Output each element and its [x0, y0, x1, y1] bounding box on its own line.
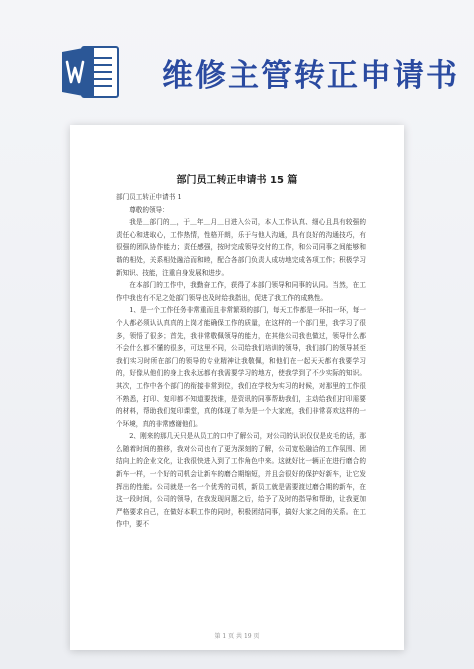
paragraph: 1、是一个工作任务非常重而且非常繁琐的部门，每天工作都是一环扣一环，每一个人都必须认认真真的上岗才能确保工作的质量，在这样的一个部门里，我学习了很多，领悟了很多；首先，我非常敬佩领导的能力，在其他公司我也做过，领导什么都不会什么都不懂的很多，可这里不同，公司给我们培训的领导，我们部门的领导甚至我们实习时所在部门的领导的专业精神让我敬佩，和他们在一起天天都有我要学习的，好像从他们的身上我永远都有我需要学习的地方，使我学到了不少实际的知识。其次，工作中各个部门的衔接非常到位，我们在学校为实习的时候，对那里的工作很不熟悉，打印、复印都不知道要找谁，是资讯的同事帮助我们，主动给我们打印需要的材料，帮助我们复印课堂，真的体现了单为是一个大家庭，我们非常喜欢这样的一个环境，真的非常感谢他们。: [116, 306, 366, 428]
paragraph: 2、刚来的那几天只是从员工的口中了解公司，对公司的认识仅仅是皮毛的话，那么随着时间的推移，我对公司也有了更为深刻的了解，公司宽松融洽的工作氛围、团结向上的企业文化，让我很快进入到了工作角色中来。这就好比一辆正在进行磨合的新车一样，一个好的司机会让新车的磨合期缩短，并且会很好的保护好新车，让它发挥出的性能。公司就是一名一个优秀的司机，新员工就是需要渡过磨合期的新车，在这一段时间，公司的领导，在我发现问题之后，给予了及时的指导和帮助，让我更加严格要求自己，在做好本职工作的同时，积极团结同事，搞好大家之间的关系。在工作中，要不: [116, 432, 366, 529]
banner-title: 维修主管转正申请书: [162, 58, 459, 94]
document-body: [116, 191, 366, 531]
document-title: 部门员工转正申请书 15 篇: [176, 175, 298, 186]
section-heading: 部门员工转正申请书 1: [116, 193, 182, 201]
paragraph: 我是＿部门的＿，于＿年＿月＿日进入公司，本人工作认真、细心且具有较强的责任心和进取心，工作热情，性格开朗，乐于与他人沟通，具有良好的沟通技巧，有很强的团队协作能力；责任感强，按时完成领导交付的工作，和公司同事之间能够和谐的相处，关系相处融洽而和睦，配合各部门负责人成功地完成各项工作；积极学习新知识、技能，注重自身发展和进步。: [116, 218, 366, 277]
paragraph: 在本部门的工作中，我勤奋工作，获得了本部门领导和同事的认同。当然，在工作中我也有不足之处部门领导也及时给我指出，促进了我工作的成熟性。: [116, 281, 366, 302]
header-banner: [0, 0, 474, 110]
document-page: [70, 125, 404, 650]
salutation: 尊敬的领导：: [129, 205, 169, 214]
word-document-icon: [62, 44, 120, 100]
page-number: 第 1 页 共 19 页: [214, 633, 260, 640]
